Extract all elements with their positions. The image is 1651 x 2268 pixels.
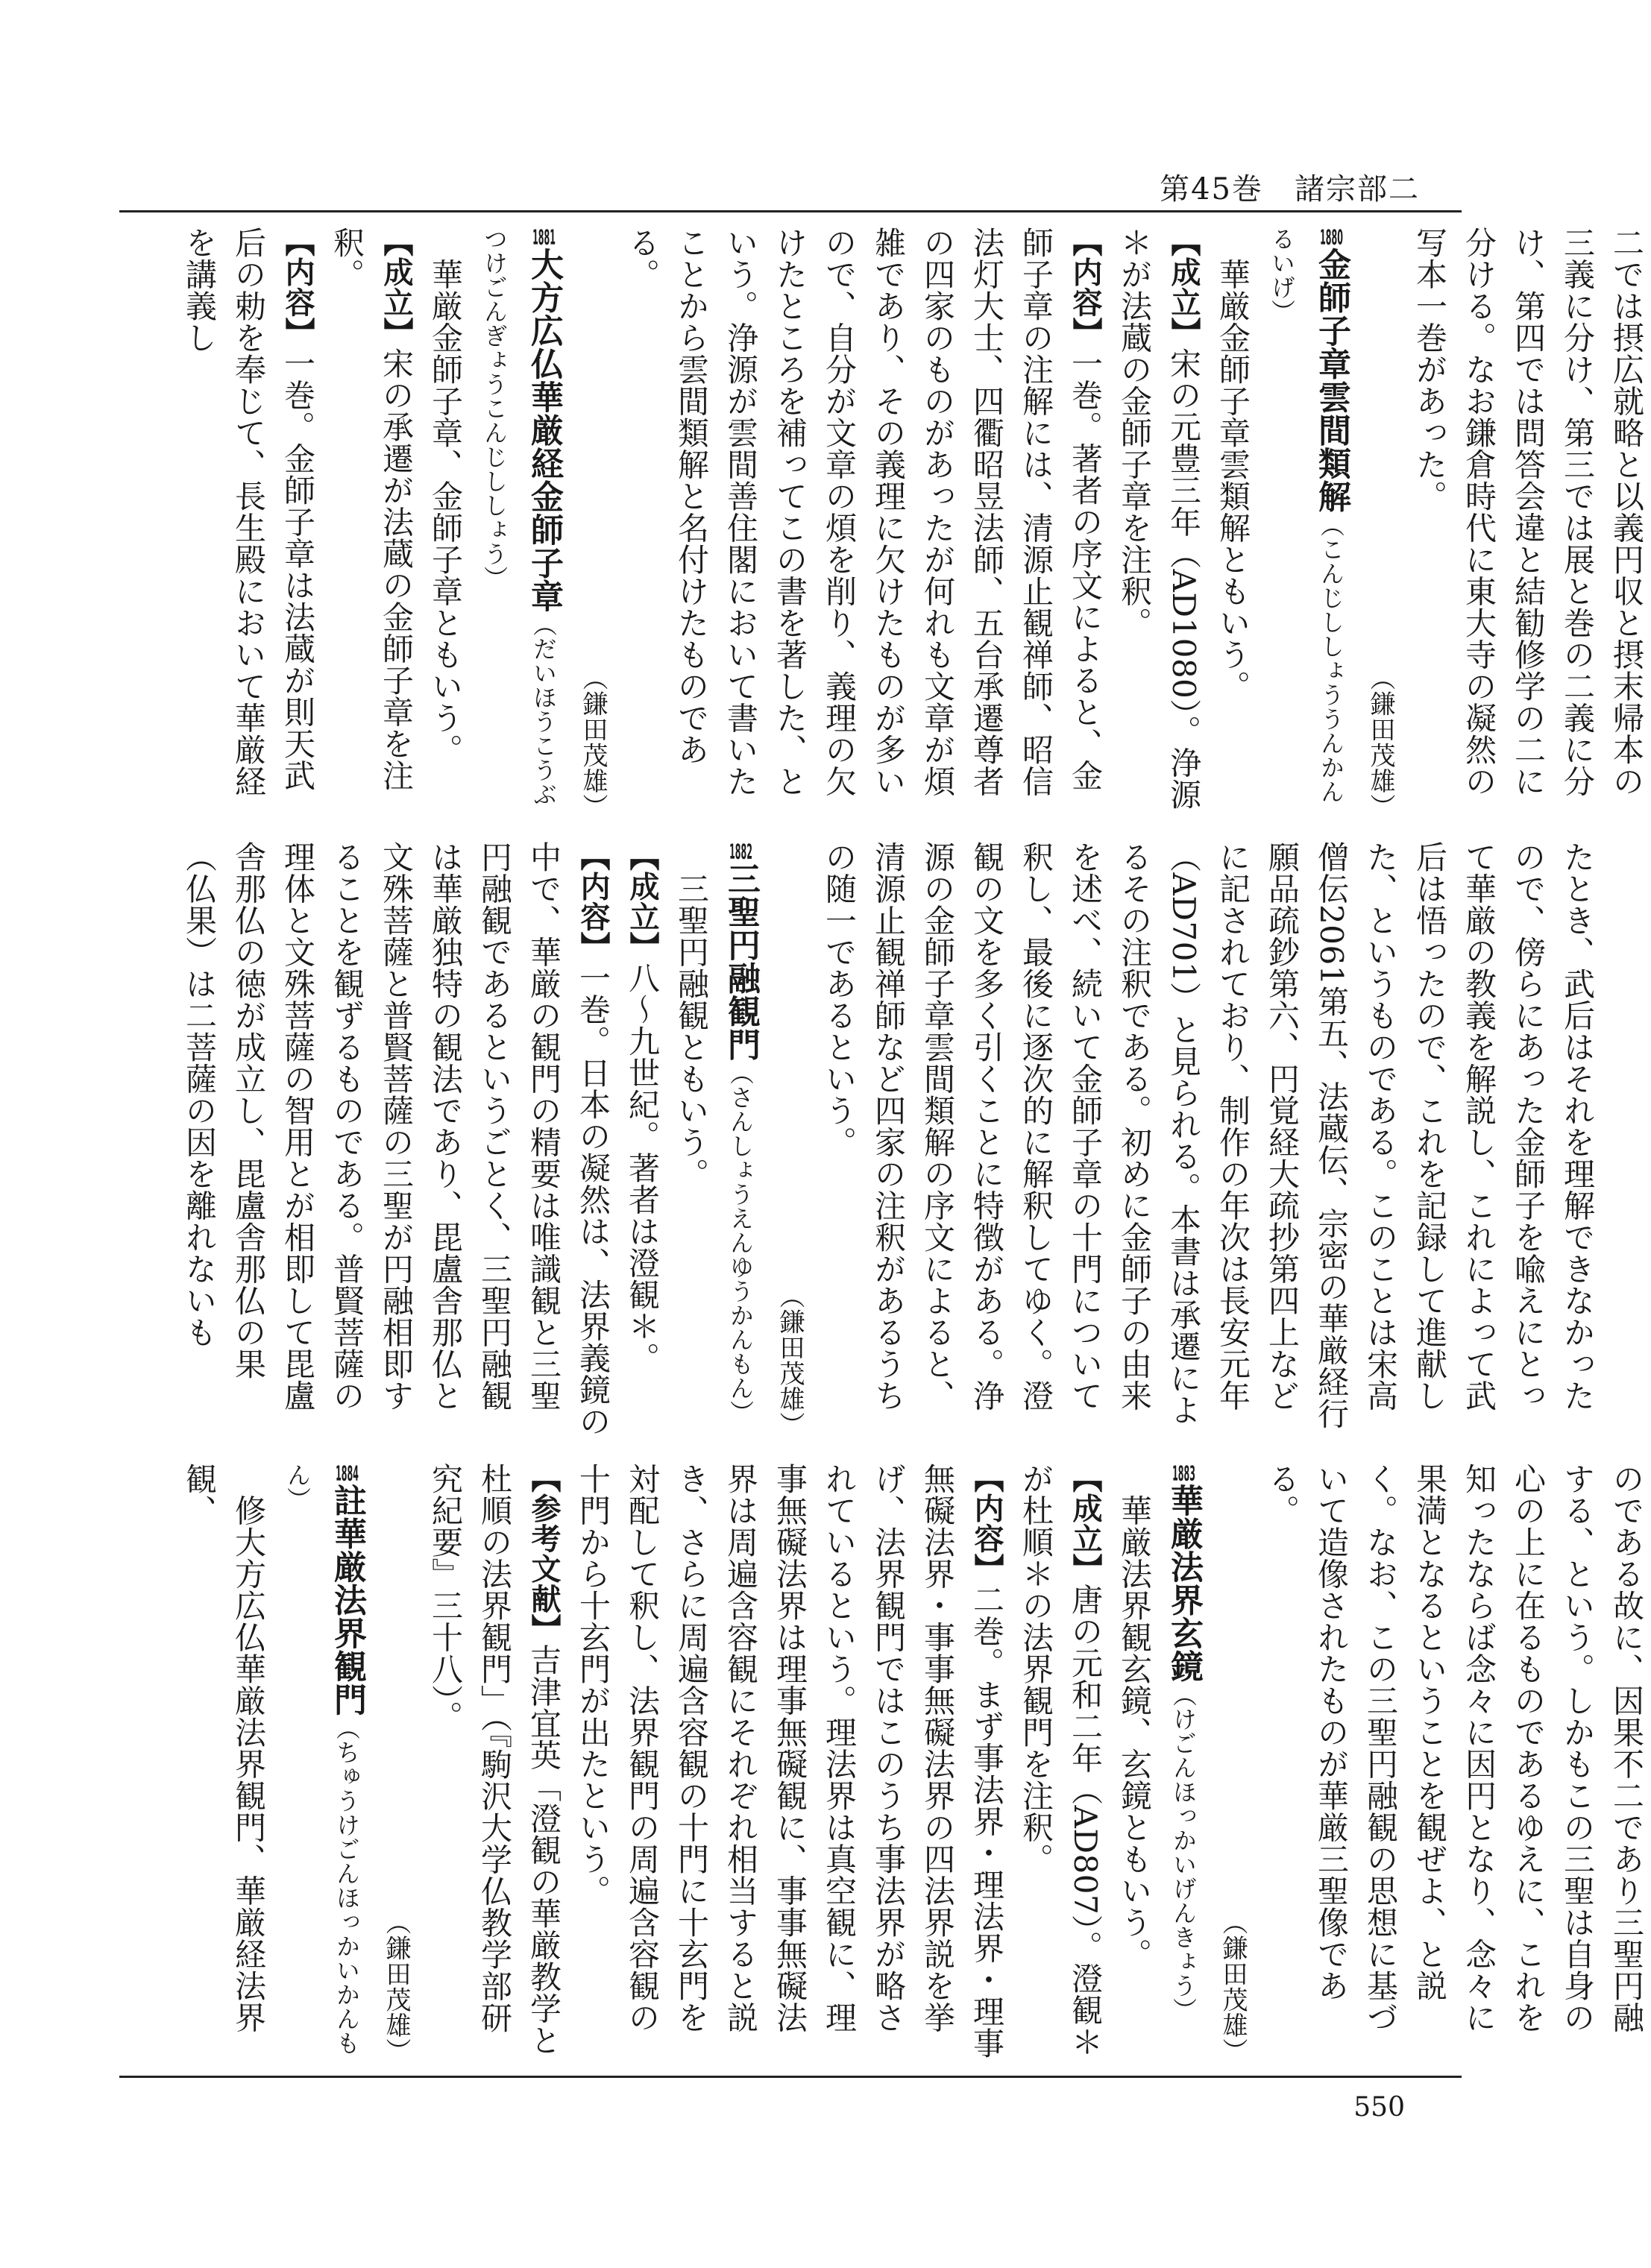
labeled-paragraph [1011, 1463, 1110, 2064]
text-tier-lower [174, 1463, 1645, 2064]
paragraph: のである故に、因果不二であり三聖円融する、という。しかもこの三聖は自身の心の上に在るものであるゆえに、これを知ったならば念々に因円となり、念々に果満となるということを観ぜよ、と説く。なお、この三聖円融観の思想に基づいて造像されたものが華厳三聖像である。 [1264, 1463, 1645, 2033]
header-rule [119, 210, 1462, 212]
entry-title: 註華厳法界観門 [328, 1484, 366, 1716]
section-text: 一巻。著者の序文によると、金師子章の注解には、清源止観禅師、昭信法灯大士、四衢昭昱法師、五台承遷尊者の四家のものがあったが何れも文章が煩雑であり、その義理に欠けたものが多いので、自分が文章の煩を削り、義理の欠けたところを補ってこの書を著した、という。浄源が雲間善住閣において書いたことから雲間類解と名付けたものである。 [624, 227, 1104, 797]
paragraph: たとき、武后はそれを理解できなかったので、傍らにあった金師子を喩えにとって華厳の教義を解説し、これによって武后は悟ったので、これを記録して進献した、というものである。このことは宋高僧伝2061第五、法蔵伝、宗密の華厳経行願品疏鈔第六、円覚経大疏抄第四上などに記されており、制作の年次は長安元年（AD701）と見られる。本書は承遷によるその注釈である。初めに金師子の由来を述べ、続いて金師子章の十門について釈し、最後に逐次的に解釈してゆく。澄観の文を多く引くことに特徴がある。浄源の金師子章雲間類解の序文によると、清源止観禅師など四家の注釈があるうちの随一であるという。 [821, 841, 1596, 1429]
entry-number: 1883 [1172, 1463, 1195, 1484]
page-number: 550 [1353, 2092, 1405, 2123]
entry-reading: （さんしょうえんゆうかんもん） [726, 1061, 755, 1425]
vertical-text-upper [174, 227, 1651, 819]
author-credit: （鎌田茂雄） [1365, 665, 1395, 819]
labeled-paragraph [1110, 227, 1208, 819]
text-tier-middle [174, 841, 1596, 1437]
section-label: 【内容】 [969, 1463, 1004, 1584]
entry-reading: （ちゅうけごんほっかいかんもん） [283, 1463, 361, 2056]
entry-number: 1882 [729, 841, 752, 862]
entry-title: 華厳法界玄鏡 [1165, 1484, 1203, 1683]
entry-reading: （けごんほっかいげんきょう） [1169, 1683, 1198, 2022]
paragraph: 三聖円融観ともいう。 [673, 841, 710, 1190]
section-text: 八～九世紀。著者は澄観＊。 [624, 962, 661, 1374]
footer-rule [119, 2076, 1462, 2078]
section-label: 【成立】 [625, 841, 659, 962]
entry-reading: （だいほうこうぶつけごんぎょうこんじししょう） [480, 227, 558, 807]
vertical-text-lower [174, 1463, 1651, 2064]
section-label: 【成立】 [1166, 227, 1201, 347]
labeled-paragraph [174, 227, 322, 819]
author-credit: （鎌田茂雄） [381, 1909, 411, 2064]
section-label: 【内容】 [1068, 227, 1102, 347]
section-label: 【参考文献】 [526, 1463, 561, 1644]
entry-heading [1159, 1463, 1208, 2064]
paragraph: 華厳金師子章、金師子章ともいう。 [427, 227, 464, 766]
section-text: 二巻。まず事法界・理法界・理事無礙法界・事事無礙法界の四法界説を挙げ、法界観門ではこのうち事法界が略されているという。理法界は真空観に、理事無礙法界は理事無礙観に、事事無礙法界は周遍含容観にそれぞれ相当すると説き、さらに周遍含容観の十門に十玄門を対配して釈し、法界観門の周遍含容観の十門から十玄門が出たという。 [575, 1463, 1005, 2059]
labeled-paragraph [174, 841, 617, 1437]
entry-number: 1881 [532, 227, 556, 248]
entry-title: 三聖円融観門 [722, 862, 760, 1061]
paragraph: 華厳法界観玄鏡、玄鏡ともいう。 [1116, 1463, 1153, 1970]
section-label: 【成立】 [1068, 1463, 1102, 1584]
section-label: 【内容】 [576, 841, 610, 962]
paragraph: 修大方広仏華厳法界観門、華厳経法界観、 [181, 1463, 267, 2033]
entry-reading: （こんじししょううんかんるいげ） [1268, 227, 1345, 804]
labeled-paragraph [568, 1463, 1011, 2064]
labeled-paragraph [322, 227, 421, 819]
vertical-text-middle [174, 841, 1602, 1437]
volume-header: 第45巻 諸宗部二 [1160, 172, 1420, 207]
text-tier-upper [174, 227, 1645, 819]
paragraph: 二では摂広就略と以義円収と摂末帰本の三義に分け、第三では展と巻の二義に分け、第四では問答会違と結勧修学の二に分ける。なお鎌倉時代に東大寺の凝然の写本一巻があった。 [1412, 227, 1645, 797]
labeled-paragraph [617, 841, 667, 1437]
section-text: 一巻。金師子章は法蔵が則天武后の勅を奉じて、長生殿において華厳経を講義し [181, 227, 316, 797]
entry-heading [716, 841, 765, 1437]
entry-number: 1880 [1320, 227, 1343, 248]
author-credit: （鎌田茂雄） [1218, 1909, 1248, 2064]
section-text: 一巻。日本の凝然は、法界義鏡の中で、華厳の観門の精要は唯識観と三聖円融観であるというごとく、三聖円融観は華厳独特の観法であり、毘盧舎那仏と文殊菩薩と普賢菩薩の三聖が円融相即することを観ずるものである。普賢菩薩の理体と文殊菩薩の智用とが相即して毘盧舎那仏の徳が成立し、毘盧舎那仏の果（仏果）は二菩薩の因を離れないも [181, 841, 611, 1437]
section-text: 唐の元和二年（AD807）。澄観＊が杜順＊の法界観門を注釈。 [1018, 1463, 1104, 2058]
section-label: 【内容】 [280, 227, 315, 347]
entry-title: 金師子章雲間類解 [1312, 248, 1350, 513]
paragraph: 華厳金師子章雲類解ともいう。 [1215, 227, 1251, 702]
entry-title: 大方広仏華厳経金師子章 [525, 248, 563, 613]
entry-heading [1257, 227, 1356, 819]
author-credit: （鎌田茂雄） [775, 1283, 805, 1437]
entry-heading [470, 227, 568, 819]
section-label: 【成立】 [379, 227, 413, 347]
section-text: 宋の元豊三年（AD1080）。浄源＊が法蔵の金師子章を注釈。 [1116, 227, 1202, 810]
entry-heading [273, 1463, 371, 2064]
entry-number: 1884 [336, 1463, 359, 1484]
author-credit: （鎌田茂雄） [578, 665, 608, 819]
labeled-paragraph [421, 1463, 568, 2064]
labeled-paragraph [617, 227, 1110, 819]
section-text: 宋の承遷が法蔵の金師子章を注釈。 [329, 227, 415, 791]
section-text: 吉津宜英「澄観の華厳教学と杜順の法界観門」（『駒沢大学仏教学部研究紀要』三十八）。 [427, 1463, 562, 2056]
